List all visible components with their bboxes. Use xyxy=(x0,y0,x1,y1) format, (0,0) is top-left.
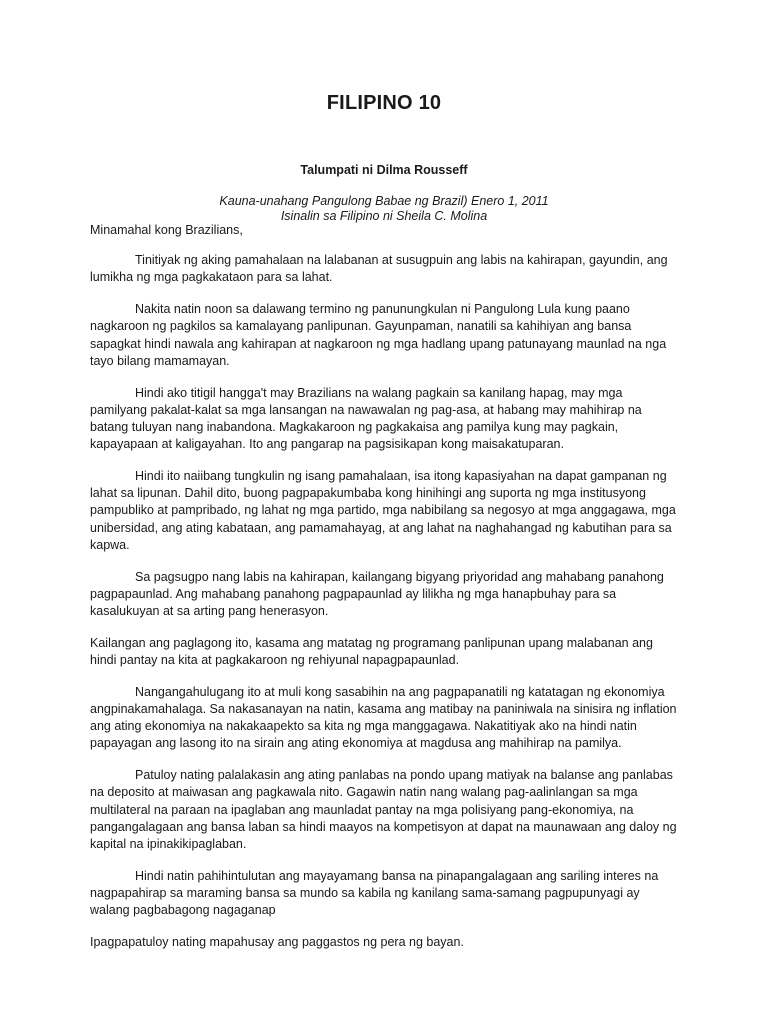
paragraph: Tinitiyak ng aking pamahalaan na lalabanan at susugpuin ang labis na kahirapan, gayundin, ang lumikha ng mga pagkakataon para sa lahat. xyxy=(90,253,668,285)
speech-body xyxy=(90,222,678,966)
paragraph: Hindi ito naiibang tungkulin ng isang pamahalaan, isa itong kapasiyahan na dapat gampanan ng lahat sa lipunan. Dahil dito, buong pagpapakumbaba kong hinihingi ang suporta ng mga institusyong pampubliko at pampribado, ng lahat ng mga partido, mga nabibilang sa negosyo at mga anggagawa, mga unibersidad, ang ating kabataan, ang pamamahayag, at ang lahat na naghahangad ng kabutihan para sa kapwa. xyxy=(90,469,676,552)
paragraph: Hindi natin pahihintulutan ang mayayamang bansa na pinapangalagaan ang sariling interes na nagpapahirap sa maraming bansa sa mundo sa kabila ng kanilang sama-samang pagpupunyagi ay walang pagbabagong nagaganap xyxy=(90,868,659,918)
speech-title: Talumpati ni Dilma Rousseff xyxy=(300,163,468,177)
paragraph: Sa pagsugpo nang labis na kahirapan, kailangang bigyang priyoridad ang mahabang panahong pagpapaunlad. Ang mahabang panahong pagpapaunlad ay lilikha ng mga hanapbuhay para sa kasalukuyan at sa arting pang henerasyon. xyxy=(90,569,664,619)
paragraph: Nangangahulugang ito at muli kong sasabihin na ang pagpapanatili ng katatagan ng ekonomiya angpinakamahalaga. Sa nakasanayan na natin, kasama ang matibay na paniniwala na sinisira ng inflation ang ating ekonomiya na nakakaapekto sa kita ng mga manggagawa. Nakatitiyak ako na hindi natin papayagan ang lasong ito na sirain ang ating ekonomiya at magdusa ang mahihirap na pamilya. xyxy=(90,684,677,751)
paragraph: Nakita natin noon sa dalawang termino ng panunungkulan ni Pangulong Lula kung paano nagkaroon ng pagkilos sa kamalayang panlipunan. Gayunpaman, nanatili sa kahihiyan ang bansa sapagkat hindi nawala ang kahirapan at nagkaroon ng mga hadlang upang patunayang maunlad na nga tayo bilang mamamayan. xyxy=(90,302,667,368)
paragraph: Kailangan ang paglagong ito, kasama ang matatag ng programang panlipunan upang malabanan ang hindi pantay na kita at pagkakaroon ng rehiyunal napagpapaunlad. xyxy=(90,635,653,668)
page-title: FILIPINO 10 xyxy=(326,92,442,114)
meta-line-translator: Isinalin sa Filipino ni Sheila C. Molina xyxy=(280,208,488,223)
speech-meta xyxy=(0,194,768,223)
paragraph: Ipagpapatuloy nating mapahusay ang paggastos ng pera ng bayan. xyxy=(90,935,464,950)
paragraph: Hindi ako titigil hangga't may Brazilians na walang pagkain sa kanilang hapag, may mga pamilyang pakalat-kalat sa mga lansangan na nawawalan ng pag-asa, at habang may mahihirap na batang tuluyan nang inabandona. Magkakaroon ng pagkakaisa ang pamilya kung may pagkain, kapayapaan at kaligayahan. Ito ang pangarap na pagsisikapan kong maisakatuparan. xyxy=(90,385,642,452)
paragraph: Patuloy nating palalakasin ang ating panlabas na pondo upang matiyak na balanse ang panlabas na deposito at maiwasan ang pagkawala nito. Gagawin natin nang walang pag-aalinlangan sa mga multilateral na paraan na ipaglaban ang maunladat pantay na mga polisiyang pang-ekonomiya, na pangangalagaan ang bansa laban sa hindi maayos na kompetisyon at dapat na maunawaan ang daloy ng kapital na ipinakikipaglaban. xyxy=(90,768,677,852)
salutation: Minamahal kong Brazilians, xyxy=(90,223,243,237)
meta-line-president: Kauna-unahang Pangulong Babae ng Brazil) Enero 1, 2011 xyxy=(219,194,549,208)
